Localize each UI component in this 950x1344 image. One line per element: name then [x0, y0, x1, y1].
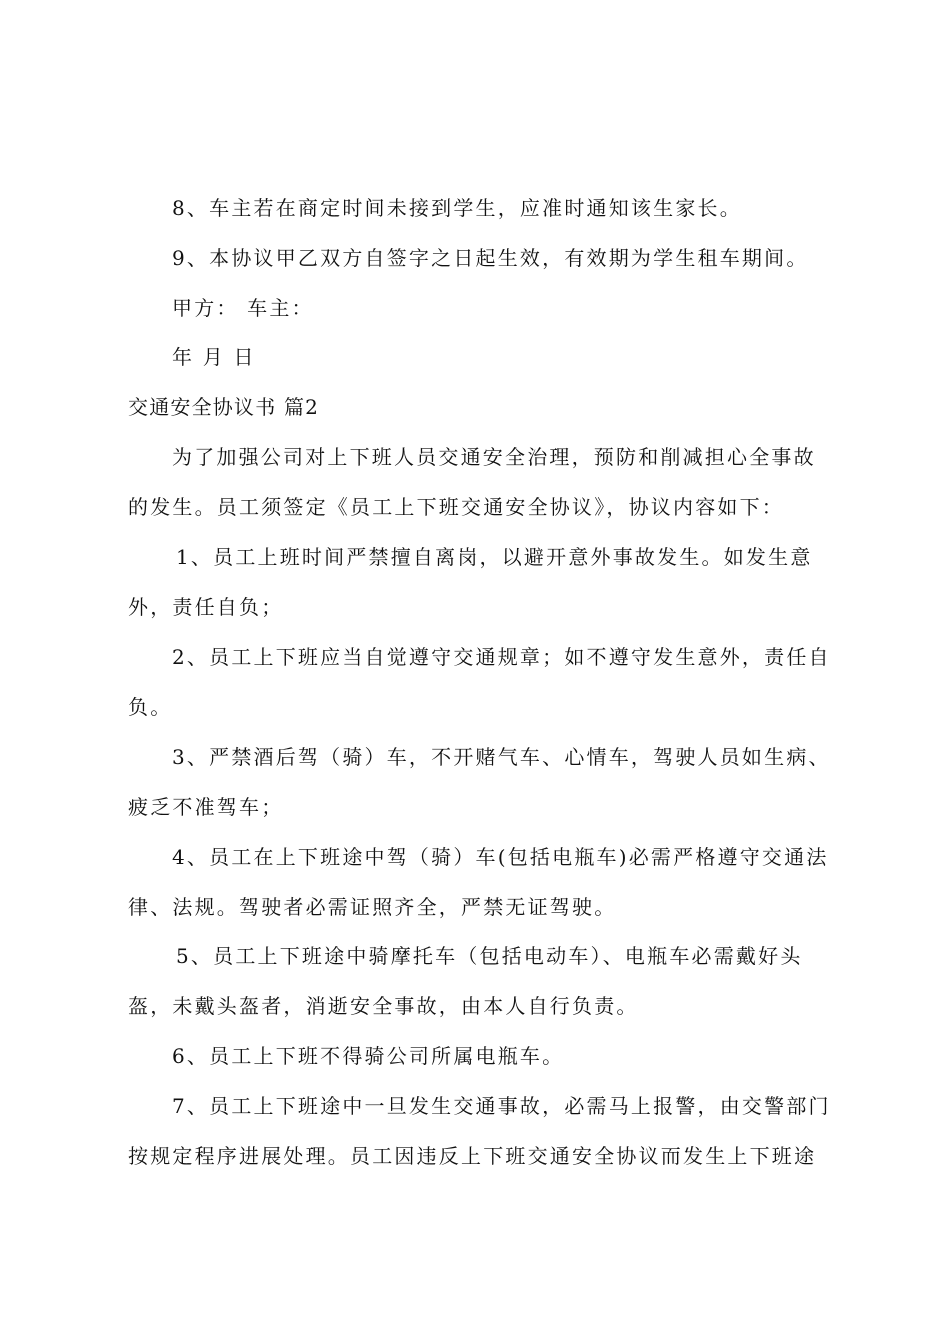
clause-6: 6、员工上下班不得骑公司所属电瓶车。 [172, 1044, 565, 1068]
clause-5-line-2: 盔，未戴头盔者，消逝安全事故，由本人自行负责。 [128, 994, 639, 1018]
signature-parties: 甲方： 车主： [172, 296, 314, 320]
intro-paragraph-line-1: 为了加强公司对上下班人员交通安全治理，预防和削减担心全事故 [172, 445, 816, 469]
signature-date: 年 月 日 [172, 345, 256, 369]
section-heading: 交通安全协议书 篇2 [128, 395, 320, 419]
clause-7-line-2: 按规定程序进展处理。员工因违反上下班交通安全协议而发生上下班途 [128, 1144, 817, 1168]
clause-8: 8、车主若在商定时间未接到学生，应准时通知该生家长。 [172, 196, 742, 220]
clause-2-line-1: 2、员工上下班应当自觉遵守交通规章；如不遵守发生意外，责任自 [172, 645, 831, 669]
clause-2-line-2: 负。 [128, 695, 173, 719]
clause-3-line-1: 3、严禁酒后驾（骑）车，不开赌气车、心情车，驾驶人员如生病、 [172, 745, 831, 769]
clause-1-line-1: 1、员工上班时间严禁擅自离岗，以避开意外事故发生。如发生意 [176, 545, 813, 569]
clause-1-line-2: 外，责任自负； [128, 595, 284, 619]
clause-4-line-1: 4、员工在上下班途中驾（骑）车(包括电瓶车)必需严格遵守交通法 [172, 845, 829, 869]
clause-7-line-1: 7、员工上下班途中一旦发生交通事故，必需马上报警，由交警部门 [172, 1094, 831, 1118]
clause-9: 9、本协议甲乙双方自签字之日起生效，有效期为学生租车期间。 [172, 246, 809, 270]
clause-4-line-2: 律、法规。驾驶者必需证照齐全，严禁无证驾驶。 [128, 895, 617, 919]
intro-paragraph-line-2: 的发生。员工须签定《员工上下班交通安全协议》，协议内容如下： [128, 495, 784, 519]
clause-3-line-2: 疲乏不准驾车； [128, 795, 284, 819]
clause-5-line-1: 5、员工上下班途中骑摩托车（包括电动车）、电瓶车必需戴好头 [176, 944, 803, 968]
